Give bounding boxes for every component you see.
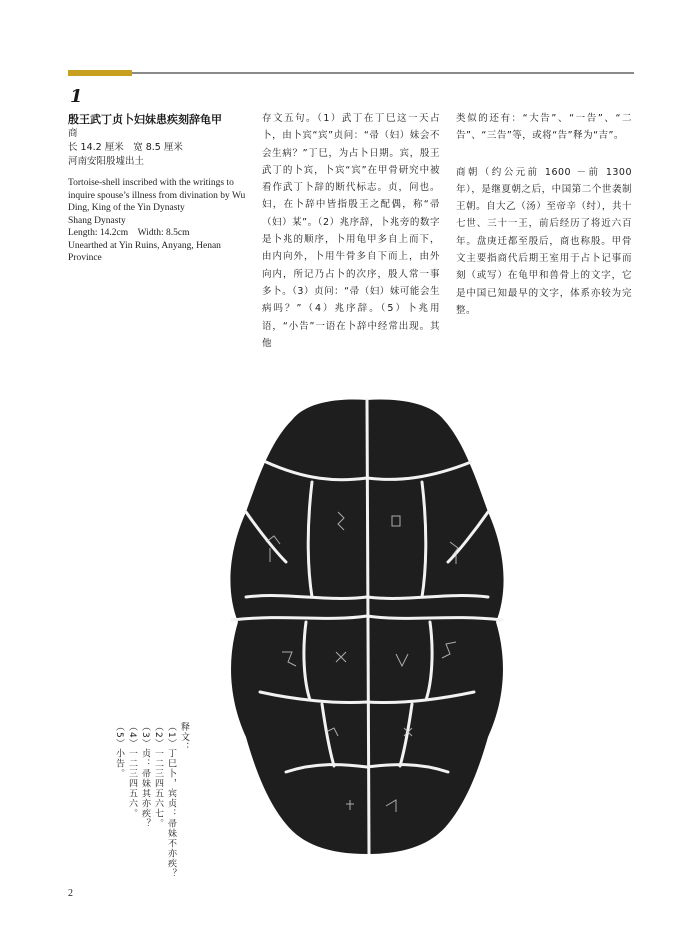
caption-zh-period: 商	[68, 128, 78, 139]
caption-en-provenance: Unearthed at Yin Ruins, Anyang, Henan Province	[68, 240, 221, 263]
accent-rule	[68, 70, 132, 76]
inscription-line: （5）小告。	[114, 722, 124, 779]
inscription-line: （1）丁巳卜，宾贞：帚妹不亦疾？	[166, 722, 176, 879]
inscription-transcription	[112, 722, 190, 879]
inscription-line: 释文：	[179, 722, 189, 752]
caption-block	[68, 112, 248, 265]
plate-number: 1	[70, 86, 83, 107]
page-number: 2	[68, 888, 73, 899]
caption-en-title: Tortoise-shell inscribed with the writings to inquire spouse’s illness from divination by Wu Ding, King of the Yin Dynasty	[68, 178, 246, 213]
header-rule	[132, 72, 634, 74]
inscription-line: （4）一二三四五六。	[127, 722, 137, 819]
body-column-1: 存文五句。（1）武丁在丁巳这一天占卜，由卜宾“宾”贞问：“帚（妇）妹会不会生病？”丁巳，为占卜日期。宾，殷王武丁的卜宾，卜宾“宾”在甲骨研究中被看作武丁卜辞的断代标志。贞，问也。妇，在卜辞中皆指殷王之配偶，称“帚（妇）某”。（2）兆序辞，卜兆旁的数字是卜兆的顺序，卜用龟甲多自上而下，由内向外，卜用牛骨多自下而上，由外向内，所记乃占卜的次序，殷人常一事多卜。（3）贞问：“帚（妇）妹可能会生病吗？”（4）兆序辞。（5）卜兆用语，“小告”一语在卜辞中经常出现。其他	[262, 113, 440, 349]
caption-zh-title: 殷王武丁贞卜妇妹患疾刻辞龟甲	[68, 113, 222, 126]
body-column-2	[456, 110, 632, 319]
inscription-line: （2）一二三四五六七。	[153, 722, 163, 829]
tortoise-shell-rubbing-image	[226, 392, 508, 854]
body-column-2-paragraph-1: 类似的还有：“大告”、“一告”、“二告”、“三告”等，或将“告”释为“吉”。	[456, 113, 632, 142]
caption-en-period: Shang Dynasty	[68, 215, 126, 226]
inscription-line: （3）贞：帚妹其亦疾？	[140, 722, 150, 829]
caption-zh-size: 长 14.2 厘米 宽 8.5 厘米	[68, 142, 183, 153]
caption-en-size: Length: 14.2cm Width: 8.5cm	[68, 228, 190, 238]
body-column-2-paragraph-2: 商朝（约公元前 1600 －前 1300 年），是继夏朝之后，中国第二个世袭制王朝。自大乙（汤）至帝辛（纣），共十七世、三十一王，前后经历了将近六百年。盘庚迁都至殷后，商也称殷。甲骨文主要指商代后期王室用于占卜记事而刻（或写）在龟甲和兽骨上的文字，它是中国已知最早的文字，体系亦较为完整。	[456, 166, 632, 316]
caption-zh-provenance: 河南安阳殷墟出土	[68, 156, 145, 167]
